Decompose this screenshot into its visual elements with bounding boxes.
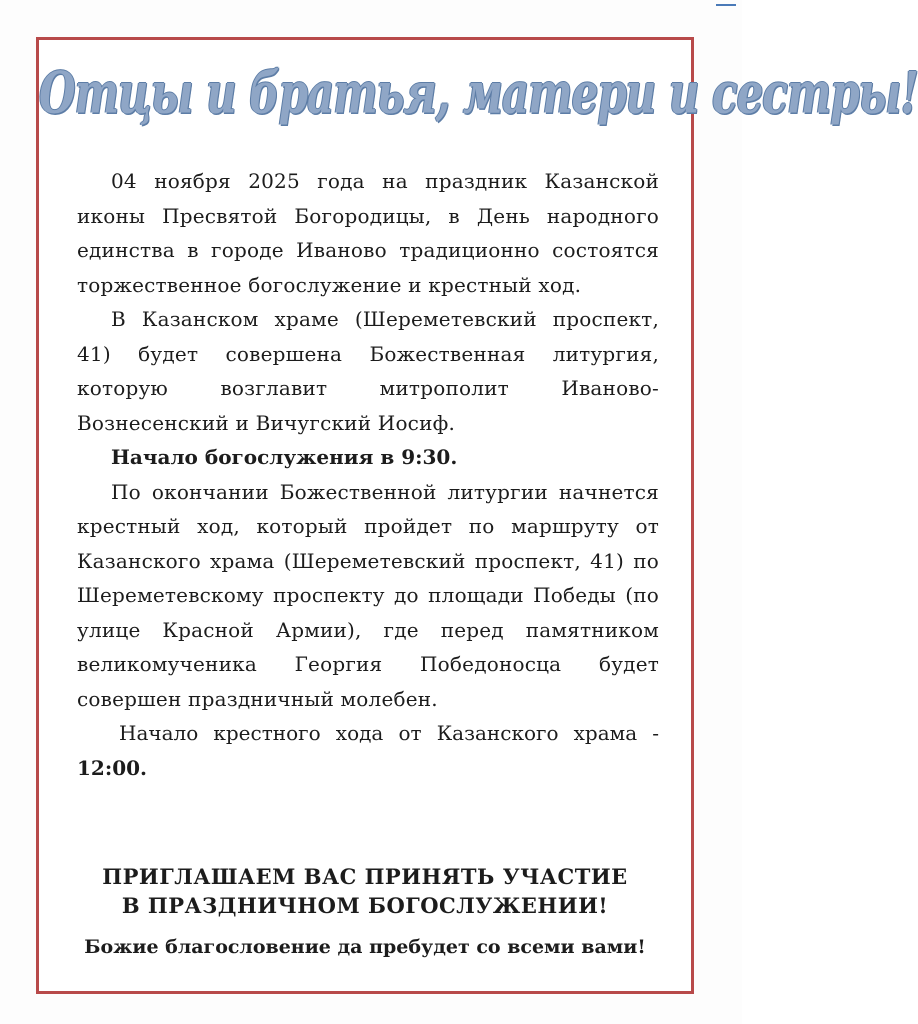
invitation — [39, 862, 691, 920]
service-start-time: Начало богослужения в 9:30. — [111, 445, 458, 469]
paragraph-announcement: 04 ноября 2025 года на праздник Казанской иконы Пресвятой Богородицы, в День народного единства в городе Иваново традиционно состоятся торжественное богослужение и крестный ход. — [77, 169, 659, 297]
notice-frame — [36, 37, 918, 994]
procession-start-label: Начало крестного хода от Казанского храма - — [119, 721, 659, 745]
scan-mark — [716, 4, 736, 6]
procession-start-time: 12:00. — [77, 755, 148, 780]
notice-body — [77, 164, 659, 785]
page-title: Отцы и братья, матери и сестры! — [39, 60, 918, 127]
invitation-line-2: В ПРАЗДНИЧНОМ БОГОСЛУЖЕНИИ! — [121, 893, 609, 918]
paragraph-procession: По окончании Божественной литургии начнется крестный ход, который пройдет по маршруту от Казанского храма (Шереметевский проспект, 41) по Шереметевскому проспекту до площади Победы (по улице Красной Армии), где перед памятником великомученика Георгия Победоносца будет совершен праздничный молебен. — [77, 479, 659, 711]
blessing-line: Божие благословение да пребудет со всеми вами! — [84, 936, 646, 958]
procession-start — [77, 716, 659, 785]
paragraph-liturgy: В Казанском храме (Шереметевский проспект, 41) будет совершена Божественная литургия, которую возглавит митрополит Иваново-Вознесенский и Вичугский Иосиф. — [77, 307, 659, 435]
invitation-line-1: ПРИГЛАШАЕМ ВАС ПРИНЯТЬ УЧАСТИЕ — [102, 864, 628, 889]
